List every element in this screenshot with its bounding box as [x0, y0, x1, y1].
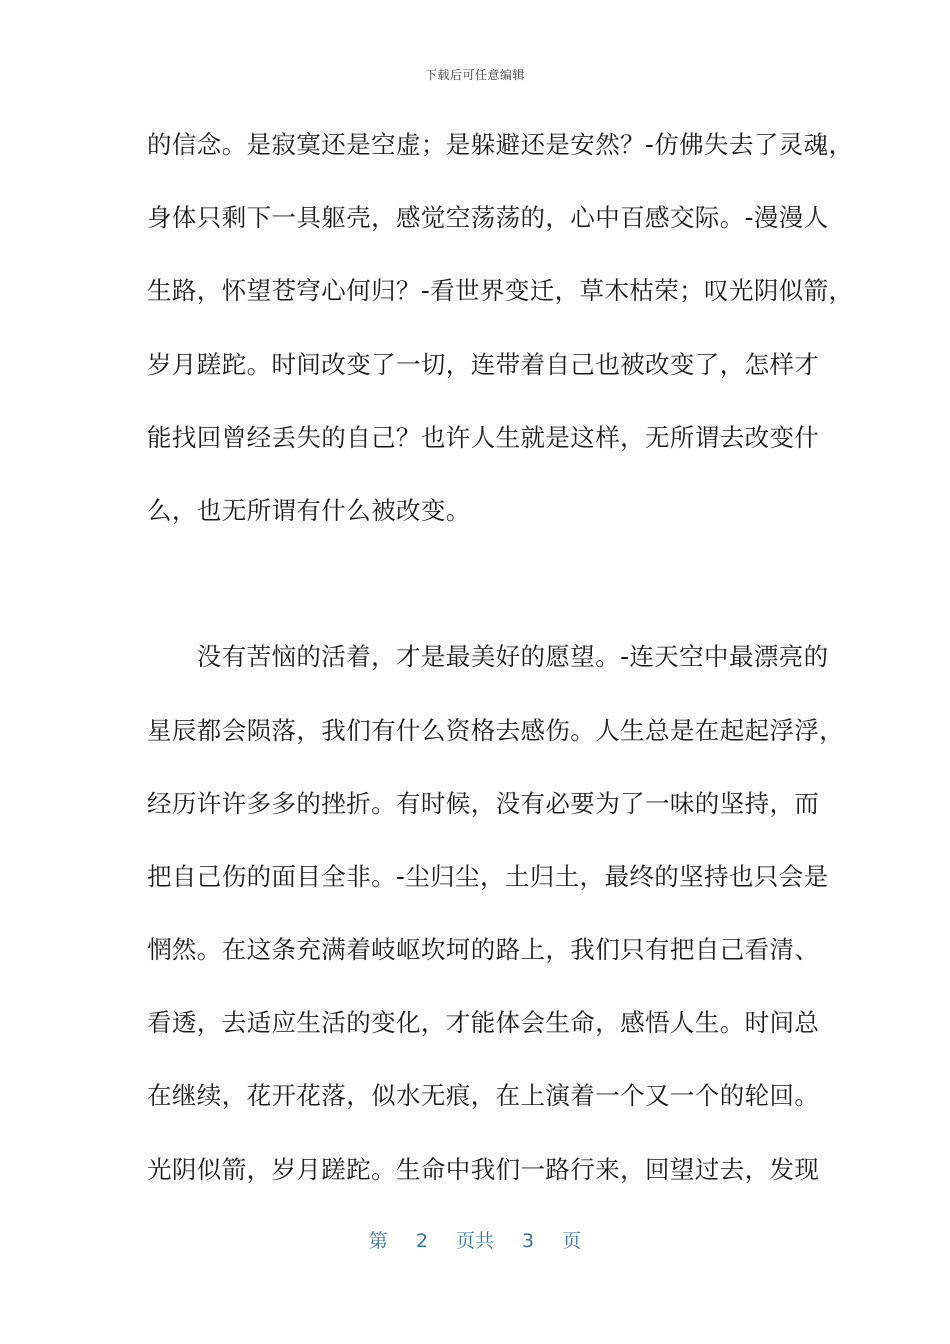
text-line: 把自己伤的面目全非。-尘归尘，土归土，最终的坚持也只会是: [147, 861, 829, 891]
text-line: 的信念。是寂寞还是空虚；是躲避还是安然？-仿佛失去了灵魂，: [147, 130, 854, 159]
page-header-note: 下载后可任意编辑: [424, 68, 525, 82]
page-number-footer: [0, 1226, 950, 1253]
text-line: 在继续，花开花落，似水无痕，在上演着一个又一个的轮回。: [147, 1081, 820, 1111]
text-line: 么，也无所谓有什么被改变。: [147, 495, 471, 525]
text-line: 光阴似箭，岁月蹉跎。生命中我们一路行来，回望过去，发现: [147, 1154, 820, 1184]
paragraph: [147, 120, 854, 559]
text-line: 身体只剩下一具躯壳，感觉空荡荡的，心中百感交际。-漫漫人: [147, 203, 829, 233]
text-line: 岁月蹉跎。时间改变了一切，连带着自己也被改变了，怎样才: [147, 349, 820, 379]
footer-label-page: 第: [368, 1230, 388, 1252]
text-line: 经历许许多多的挫折。有时候，没有必要为了一味的坚持，而: [147, 788, 820, 818]
text-line: 能找回曾经丢失的自己？也许人生就是这样，无所谓去改变什: [147, 422, 820, 452]
text-line: 看透，去适应生活的变化，才能体会生命，感悟人生。时间总: [147, 1008, 820, 1038]
paragraph: [147, 632, 845, 1218]
footer-label-of: 页共: [455, 1230, 494, 1252]
footer-current-page: 2: [415, 1230, 428, 1252]
footer-label-page-end: 页: [562, 1230, 582, 1252]
text-line: 星辰都会陨落，我们有什么资格去感伤。人生总是在起起浮浮，: [147, 715, 845, 745]
paragraph-gap: [147, 559, 817, 632]
text-line: 生路，怀望苍穹心何归？-看世界变迁，草木枯荣；叹光阴似箭，: [147, 276, 854, 306]
text-line: 没有苦恼的活着，才是最美好的愿望。-连天空中最漂亮的: [147, 642, 829, 672]
footer-total-pages: 3: [522, 1230, 535, 1252]
text-line: 惘然。在这条充满着岐岖坎坷的路上，我们只有把自己看清、: [147, 935, 820, 965]
document-body: [147, 120, 854, 1218]
